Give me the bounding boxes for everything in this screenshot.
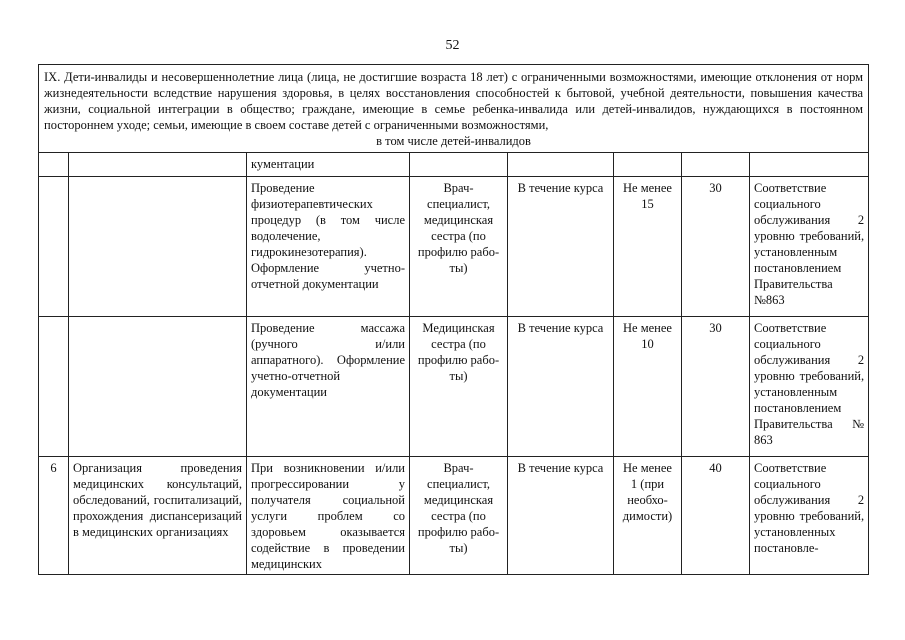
service-name-cell xyxy=(69,177,247,317)
quantity-cell xyxy=(682,153,750,177)
volume-cell: Не менее 1 (при необхо- димости) xyxy=(614,457,682,575)
term-cell xyxy=(508,153,614,177)
table-row xyxy=(39,177,869,317)
quantity-cell: 30 xyxy=(682,317,750,457)
service-description-cell: кументации xyxy=(247,153,410,177)
quantity-cell: 40 xyxy=(682,457,750,575)
row-number-cell xyxy=(39,317,69,457)
quantity-cell: 30 xyxy=(682,177,750,317)
service-name-cell: Организация проведения медицинских консультаций, обследований, госпитализаций, прохождения диспансеризаций в медицинских организациях xyxy=(69,457,247,575)
section-header-text: IX. Дети-инвалиды и несовершеннолетние лица (лица, не достигшие возраста 18 лет) с ограниченными возможностями, имеющие отклонения от норм жизнедеятельности вследствие нарушения здоровья, в целях восстановления способностей к бытовой, учебной деятельности, повышения качества жизни, социальной интеграции в общество; граждане, имеющие в семье ребенка-инвалида или детей-инвалидов, нуждающихся в постоянном постороннем уходе; семьи, имеющие в своем составе детей с ограниченными возможностями, xyxy=(44,70,864,132)
performer-cell: Врач- специалист, медицинская сестра (по профилю рабо- ты) xyxy=(410,177,508,317)
service-description-cell: Проведение массажа (ручного и/или аппаратного). Оформление учетно-отчетной документации xyxy=(247,317,410,457)
table-row xyxy=(39,317,869,457)
quality-cell: Соответствие социального обслуживания 2 уровню требований, установленным постановлением Правительства №863 xyxy=(750,177,869,317)
term-cell: В течение курса xyxy=(508,317,614,457)
row-number-cell: 6 xyxy=(39,457,69,575)
volume-cell: Не менее 15 xyxy=(614,177,682,317)
section-header-row xyxy=(39,65,869,153)
service-description-cell: При возникновении и/или прогрессировании у получателя социальной услуги проблем со здоровьем оказывается содействие в проведении медицинских xyxy=(247,457,410,575)
section-header-cell xyxy=(39,65,869,153)
row-number-cell xyxy=(39,177,69,317)
table-row xyxy=(39,153,869,177)
quality-cell: Соответствие социального обслуживания 2 уровню требований, установленных постановле- xyxy=(750,457,869,575)
performer-cell: Врач- специалист, медицинская сестра (по профилю рабо- ты) xyxy=(410,457,508,575)
quality-cell: Соответствие социального обслуживания 2 уровню требований, установленным постановлением Правительства № 863 xyxy=(750,317,869,457)
volume-cell xyxy=(614,153,682,177)
services-table xyxy=(38,64,869,575)
page-number: 52 xyxy=(445,38,460,53)
service-name-cell xyxy=(69,317,247,457)
quality-cell xyxy=(750,153,869,177)
performer-cell xyxy=(410,153,508,177)
row-number-cell xyxy=(39,153,69,177)
term-cell: В течение курса xyxy=(508,177,614,317)
term-cell: В течение курса xyxy=(508,457,614,575)
service-description-cell: Проведение физиотерапевтических процедур (в том числе водолечение, гидрокинезотерапия). Оформление учетно-отчетной документации xyxy=(247,177,410,317)
section-header-last-line: в том числе детей-инвалидов xyxy=(376,134,531,148)
performer-cell: Медицинская сестра (по профилю рабо- ты) xyxy=(410,317,508,457)
volume-cell: Не менее 10 xyxy=(614,317,682,457)
table-row xyxy=(39,457,869,575)
service-name-cell xyxy=(69,153,247,177)
